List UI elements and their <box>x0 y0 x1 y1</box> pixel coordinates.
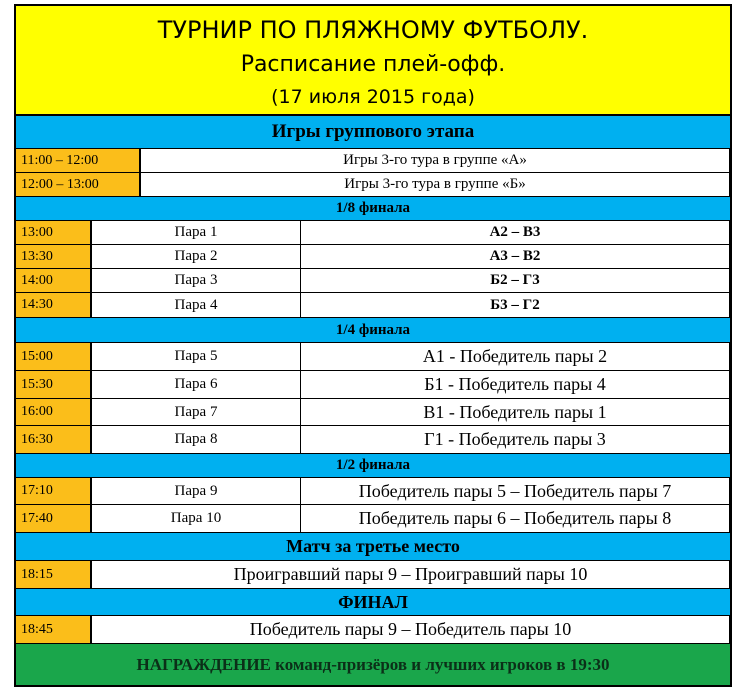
table-row <box>16 616 730 644</box>
schedule-date: (17 июля 2015 года) <box>271 86 475 108</box>
time-cell: 13:00 <box>16 221 92 245</box>
time-cell: 15:00 <box>16 343 92 371</box>
section-header-third-place <box>16 533 730 561</box>
table-row <box>16 221 730 245</box>
table-row <box>16 149 730 173</box>
match-cell: Победитель пары 9 – Победитель пары 10 <box>92 616 730 644</box>
schedule-sheet <box>14 4 732 687</box>
time-cell: 14:30 <box>16 293 92 318</box>
table-row <box>16 399 730 426</box>
table-row <box>16 293 730 318</box>
match-cell: Проигравший пары 9 – Проигравший пары 10 <box>92 561 730 589</box>
desc-cell: Игры 3-го тура в группе «А» <box>141 149 730 173</box>
table-row <box>16 245 730 269</box>
match-cell: Б1 - Победитель пары 4 <box>301 371 730 399</box>
match-cell: В1 - Победитель пары 1 <box>301 399 730 426</box>
section-header-round16 <box>16 197 730 221</box>
table-row <box>16 478 730 505</box>
section-title: Игры группового этапа <box>271 121 475 142</box>
match-cell: Б2 – Г3 <box>301 269 730 293</box>
pair-cell: Пара 6 <box>92 371 301 399</box>
match-cell: А3 – В2 <box>301 245 730 269</box>
match-cell: Б3 – Г2 <box>301 293 730 318</box>
pair-cell: Пара 4 <box>92 293 301 318</box>
time-cell: 17:40 <box>16 505 92 533</box>
section-header-semi <box>16 454 730 478</box>
match-cell: А2 – В3 <box>301 221 730 245</box>
section-title: 1/2 финала <box>335 457 411 473</box>
table-row <box>16 371 730 399</box>
time-cell: 13:30 <box>16 245 92 269</box>
time-cell: 18:15 <box>16 561 92 589</box>
time-cell: 12:00 – 13:00 <box>16 173 141 197</box>
match-cell: Победитель пары 6 – Победитель пары 8 <box>301 505 730 533</box>
award-banner <box>16 644 730 685</box>
pair-cell: Пара 5 <box>92 343 301 371</box>
table-row <box>16 505 730 533</box>
schedule-subtitle: Расписание плей-офф. <box>240 52 506 77</box>
section-title: Матч за третье место <box>286 536 460 556</box>
pair-cell: Пара 3 <box>92 269 301 293</box>
pair-cell: Пара 7 <box>92 399 301 426</box>
title-block <box>16 6 730 116</box>
time-cell: 18:45 <box>16 616 92 644</box>
section-title: 1/4 финала <box>335 322 411 338</box>
match-cell: А1 - Победитель пары 2 <box>301 343 730 371</box>
pair-cell: Пара 9 <box>92 478 301 505</box>
section-title: 1/8 финала <box>335 200 411 216</box>
time-cell: 17:10 <box>16 478 92 505</box>
section-header-group-stage <box>16 116 730 149</box>
pair-cell: Пара 10 <box>92 505 301 533</box>
award-text: НАГРАЖДЕНИЕ команд-призёров и лучших игроков в 19:30 <box>136 654 610 674</box>
time-cell: 15:30 <box>16 371 92 399</box>
table-row <box>16 173 730 197</box>
tournament-title: ТУРНИР ПО ПЛЯЖНОМУ ФУТБОЛУ. <box>157 16 589 44</box>
match-cell: Победитель пары 5 – Победитель пары 7 <box>301 478 730 505</box>
time-cell: 16:30 <box>16 426 92 454</box>
section-header-quarter <box>16 318 730 343</box>
time-cell: 11:00 – 12:00 <box>16 149 141 173</box>
table-row <box>16 426 730 454</box>
table-row <box>16 561 730 589</box>
time-cell: 14:00 <box>16 269 92 293</box>
table-row <box>16 269 730 293</box>
time-cell: 16:00 <box>16 399 92 426</box>
table-row <box>16 343 730 371</box>
pair-cell: Пара 2 <box>92 245 301 269</box>
section-title: ФИНАЛ <box>338 592 408 612</box>
section-header-final <box>16 589 730 616</box>
desc-cell: Игры 3-го тура в группе «Б» <box>141 173 730 197</box>
pair-cell: Пара 8 <box>92 426 301 454</box>
pair-cell: Пара 1 <box>92 221 301 245</box>
match-cell: Г1 - Победитель пары 3 <box>301 426 730 454</box>
